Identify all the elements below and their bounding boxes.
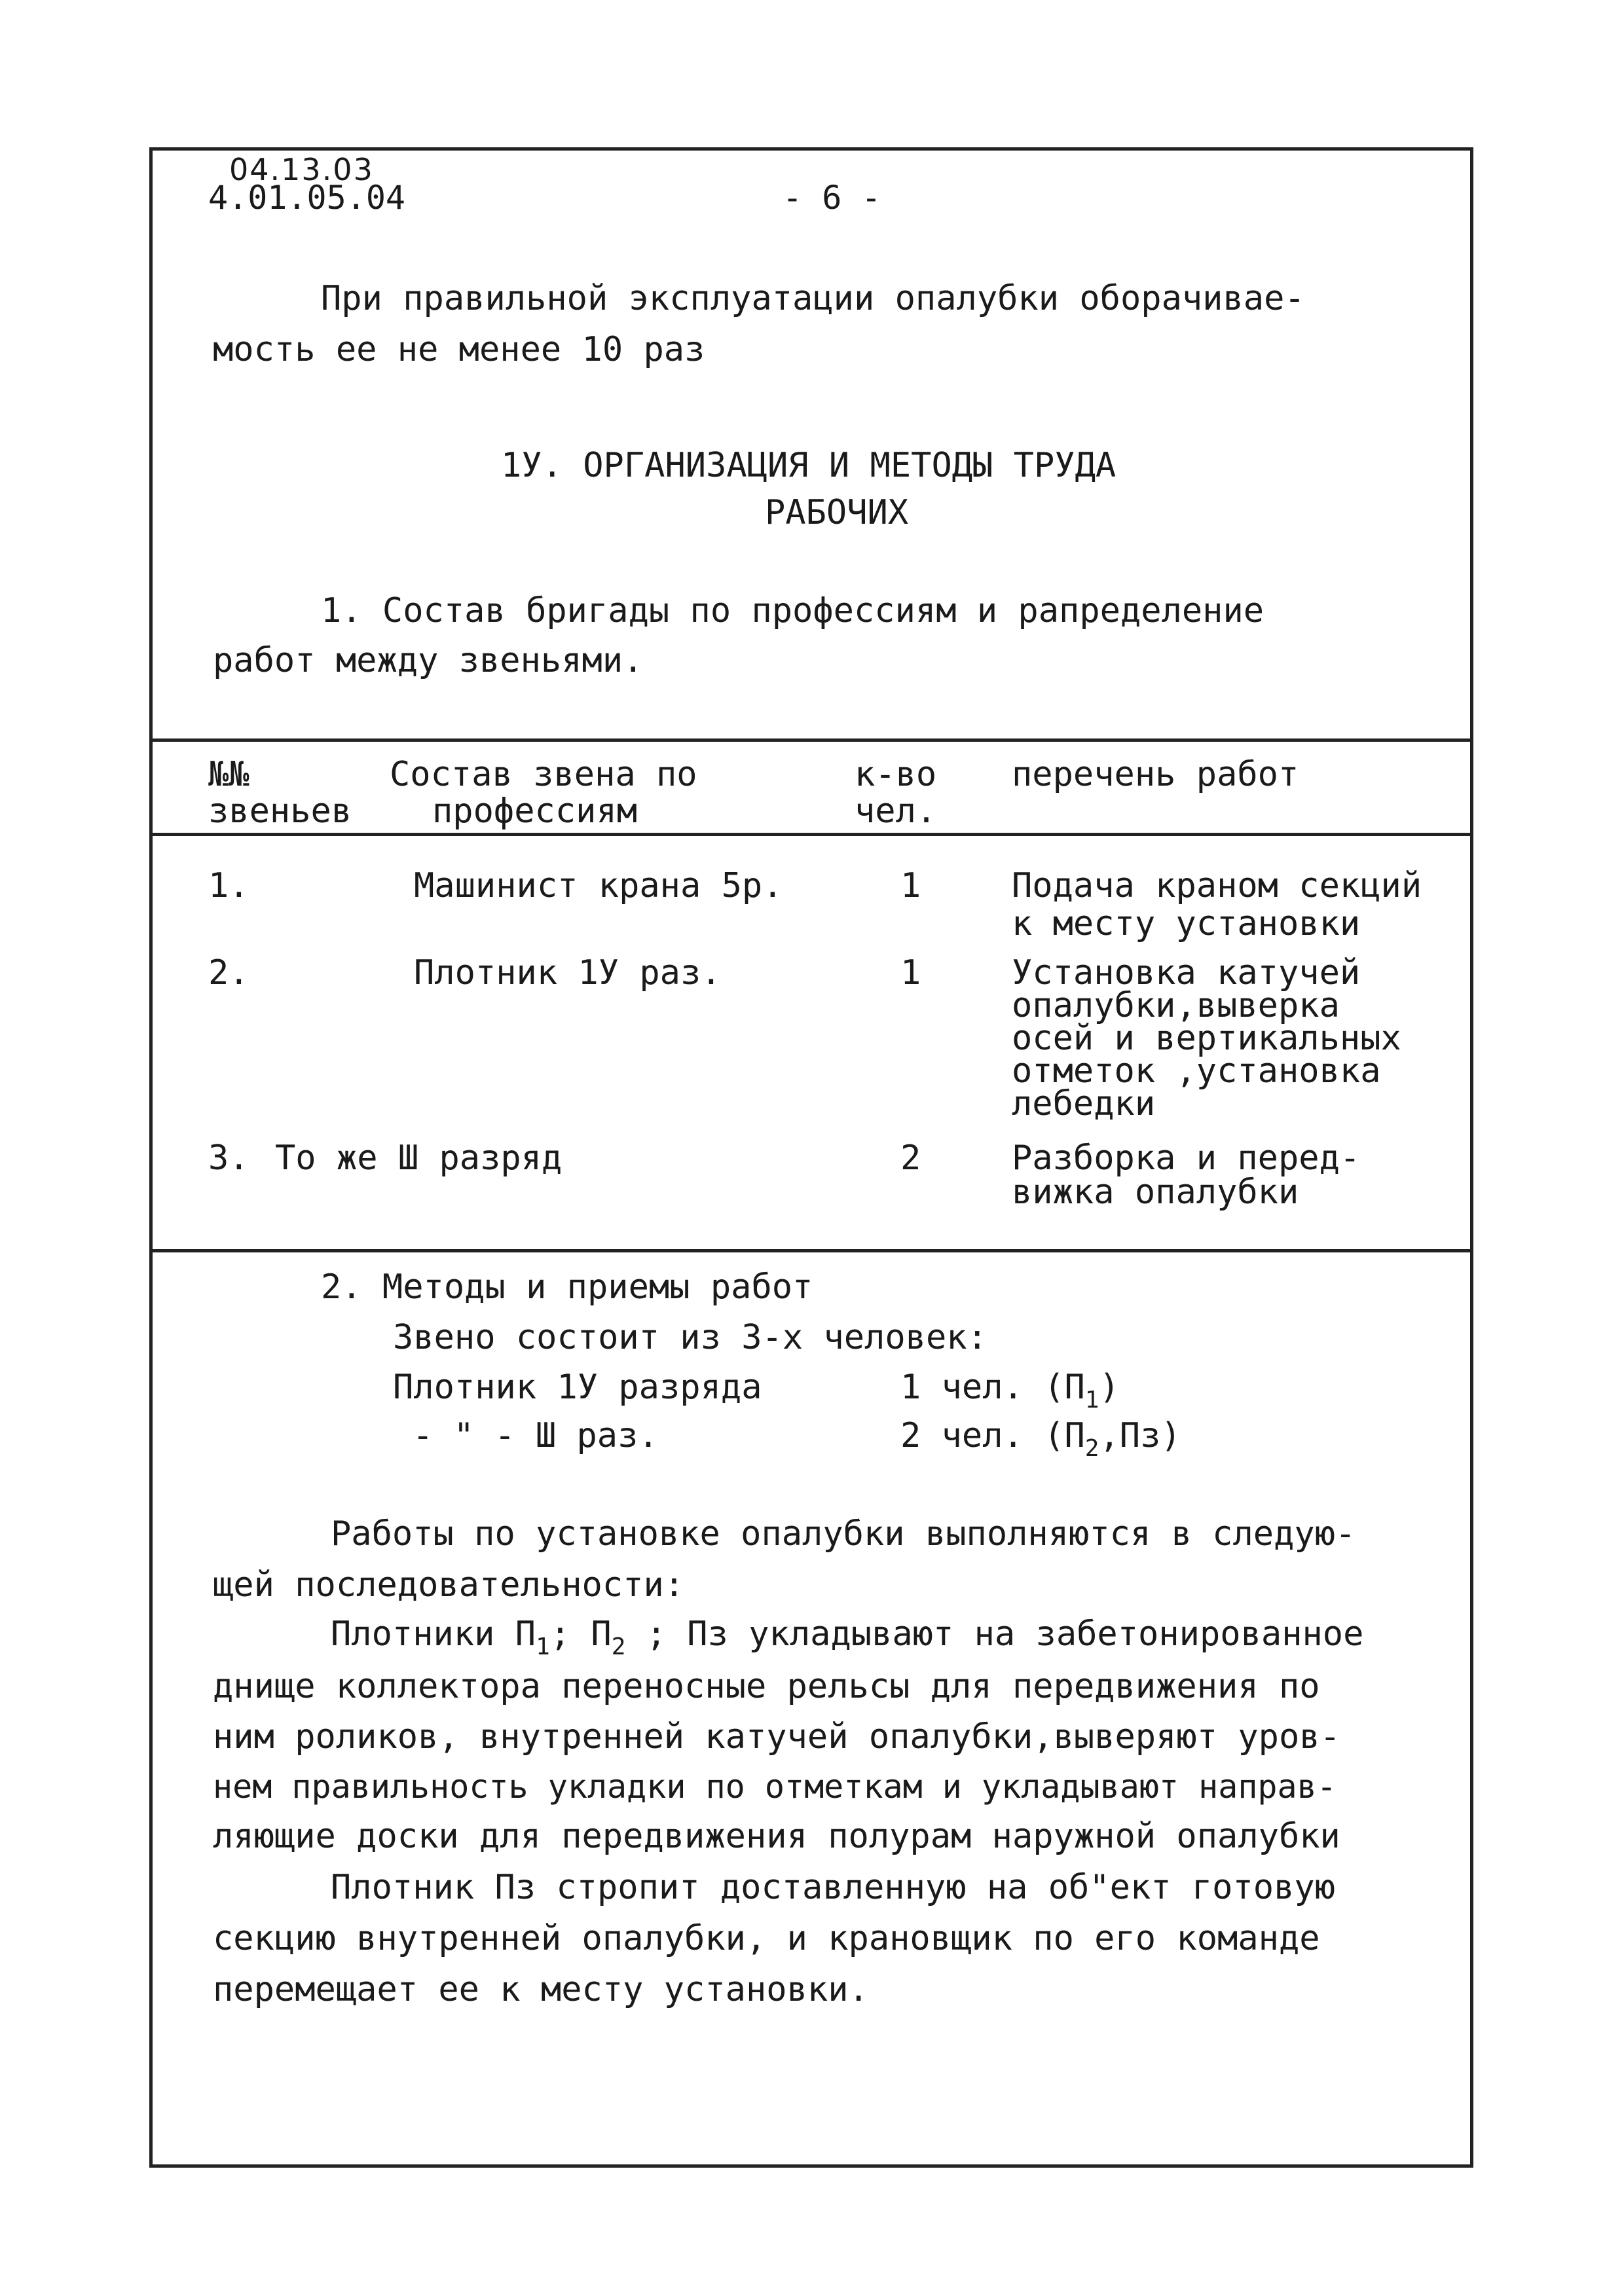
body-p3-line-1: Плотник Пз стропит доставленную на об"ект готовую	[331, 1868, 1336, 1907]
col-header-count: к-во	[855, 755, 937, 794]
body-p2-line-5: ляющие доски для передвижения полурам наружной опалубки	[213, 1817, 1340, 1856]
row-number: 1.	[208, 866, 249, 905]
body-p1-line-2: щей последовательности:	[213, 1565, 685, 1605]
row-profession: Плотник 1У раз.	[414, 953, 722, 993]
row-works-line: Разборка и перед-	[1012, 1139, 1361, 1178]
col-header-number: №№	[208, 755, 249, 794]
handwritten-code: 04.13.03	[229, 152, 374, 187]
body-p3-line-2: секцию внутренней опалубки, и крановщик по его команде	[213, 1919, 1320, 1958]
col-header-profession-2: профессиям	[432, 792, 638, 831]
table-bottom-rule	[149, 1249, 1473, 1252]
col-header-works: перечень работ	[1012, 755, 1299, 794]
col-header-number-2: звеньев	[208, 792, 352, 831]
row-count: 1	[900, 953, 921, 993]
row-works-line: осей и вертикальных	[1012, 1019, 1401, 1058]
body-p2-line-2: днище коллектора переносные рельсы для передвижения по	[213, 1667, 1320, 1706]
page-number: - 6 -	[783, 179, 881, 217]
row-profession: То же Ш разряд	[275, 1139, 563, 1178]
body-p3-line-3: перемещает ее к месту установки.	[213, 1970, 869, 2009]
worker1-role: Плотник 1У разряда	[393, 1368, 762, 1407]
row-number: 2.	[208, 953, 249, 993]
section-title-line-1: 1У. ОРГАНИЗАЦИЯ И МЕТОДЫ ТРУДА	[501, 446, 1116, 485]
worker2-role: - " - Ш раз.	[413, 1416, 659, 1455]
row-works-line: Установка катучей	[1012, 953, 1361, 993]
col-header-profession: Состав звена по	[390, 755, 697, 794]
item1-line-2: работ между звеньями.	[213, 641, 644, 680]
section-title-line-2: РАБОЧИХ	[765, 493, 909, 532]
row-works-line: Подача краном секций	[1012, 866, 1422, 905]
body-p2-line-3: ним роликов, внутренней катучей опалубки,выверяют уров-	[213, 1717, 1340, 1757]
row-profession: Машинист крана 5р.	[414, 866, 783, 905]
col-header-count-2: чел.	[855, 792, 937, 831]
document-code: 4.01.05.04	[208, 179, 406, 217]
row-works-line: вижка опалубки	[1012, 1173, 1299, 1212]
intro-line-1: При правильной эксплуатации опалубки оборачивае-	[321, 279, 1305, 318]
row-works-line: отметок ,установка	[1012, 1051, 1381, 1091]
row-number: 3.	[208, 1139, 249, 1178]
table-header-rule	[149, 833, 1473, 836]
worker2-count: 2 чел. $(П_2,Пз)$	[900, 1416, 1181, 1462]
body-p2-line-1: Плотники $П_1$; $П_2$ ; Пз укладывают на забетонированное	[331, 1614, 1364, 1660]
row-works-line: опалубки,выверка	[1012, 986, 1340, 1025]
item2-title: 2. Методы и приемы работ	[321, 1267, 813, 1307]
item1-line-1: 1. Состав бригады по профессиям и рапределение	[321, 591, 1264, 630]
row-count: 1	[900, 866, 921, 905]
row-count: 2	[900, 1139, 921, 1178]
intro-line-2: мость ее не менее 10 раз	[213, 330, 705, 369]
body-p2-line-4: нем правильность укладки по отметкам и укладывают направ-	[213, 1768, 1337, 1806]
item2-line-1: Звено состоит из 3-х человек:	[393, 1318, 987, 1357]
worker1-count: 1 чел. $(П_1)$	[900, 1368, 1120, 1413]
row-works-line: к месту установки	[1012, 904, 1361, 943]
body-p1-line-1: Работы по установке опалубки выполняются в следую-	[331, 1514, 1356, 1554]
table-top-rule	[149, 738, 1473, 742]
row-works-line: лебедки	[1012, 1084, 1156, 1123]
